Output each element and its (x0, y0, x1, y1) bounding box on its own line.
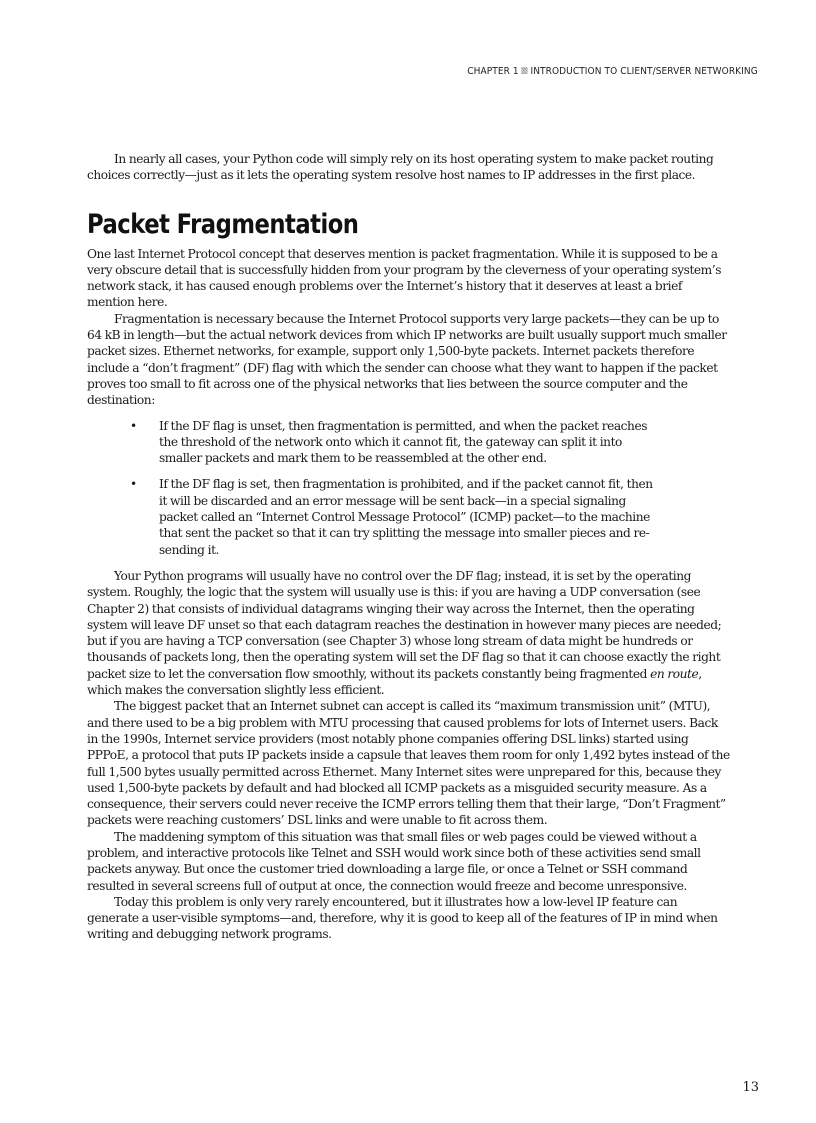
page-body (87, 151, 730, 943)
paragraph: One last Internet Protocol concept that deserves mention is packet fragmentation. While it is supposed to be a very obscure detail that is successfully hidden from your program by the cleverness of your operating system’s network stack, it has caused enough problems over the Internet’s history that it deserves at least a brief mention here. (87, 246, 722, 310)
chapter-title: INTRODUCTION TO CLIENT/SERVER NETWORKING (530, 66, 758, 77)
paragraph (87, 568, 730, 698)
list-item-text: If the DF flag is unset, then fragmentation is permitted, and when the packet reaches the threshold of the network onto which it cannot fit, the gateway can split it into smaller packets and mark them to be reassembled at the other end. (159, 418, 648, 466)
list-item-text: If the DF flag is set, then fragmentation is prohibited, and if the packet cannot fit, then it will be discarded and an error message will be sent back—in a special signaling packet called an “Internet Control Message Protocol” (ICMP) packet—to the machine that sent the packet so that it can try splitting the message into smaller pieces and re-sending it. (159, 477, 653, 557)
intro-paragraph: In nearly all cases, your Python code will simply rely on its host operating system to make packet routing choices correctly—just as it lets the operating system resolve host names to IP addresses in the first place. (87, 152, 714, 183)
list-item (87, 418, 659, 467)
paragraph: The maddening symptom of this situation was that small files or web pages could be viewed without a problem, and interactive protocols like Telnet and SSH would work since both of these activities send small packets anyway. But once the customer tried downloading a large file, or once a Telnet or SSH command resulted in several screens full of output at once, the connection would freeze and become unresponsive. (87, 829, 701, 893)
paragraph-text: Your Python programs will usually have no control over the DF flag; instead, it is set by the operating system. Roughly, the logic that the system will usually use is this: if you are having a UDP conversation (see Chapter 2) that consists of individual datagrams winging their way across the Internet, then the operating system will leave DF unset so that each datagram reaches the destination in however many pieces are needed; but if you are having a TCP conversation (see Chapter 3) whose long stream of data might be hundreds or thousands of packets long, then the operating system will set the DF flag so that it can choose exactly the right packet size to let the conversation flow smoothly, without its packets constantly being fragmented (87, 568, 722, 681)
paragraph: The biggest packet that an Internet subnet can accept is called its “maximum transmission unit” (MTU), and there used to be a big problem with MTU processing that caused problems for lots of Internet users. Back in the 1990s, Internet service providers (most notably phone companies offering DSL links) started using PPPoE, a protocol that puts IP packets inside a capsule that leaves them room for only 1,492 bytes instead of the full 1,500 bytes usually permitted across Ethernet. Many Internet sites were unprepared for this, because they used 1,500-byte packets by default and had blocked all ICMP packets as a misguided security measure. As a consequence, their servers could never receive the ICMP errors telling them that their large, “Don’t Fragment” packets were reaching customers’ DSL links and were unable to fit across them. (87, 699, 730, 828)
bullet-icon: • (130, 477, 137, 492)
bullet-list (87, 418, 730, 558)
emphasis-text: en route (650, 666, 699, 681)
running-head (467, 66, 758, 77)
bullet-icon: • (130, 418, 137, 433)
page-number: 13 (742, 1080, 759, 1095)
paragraph: Fragmentation is necessary because the Internet Protocol supports very large packets—they can be up to 64 kB in length—but the actual network devices from which IP networks are built usually support much smaller packet sizes. Ethernet networks, for example, support only 1,500-byte packets. Internet packets therefore include a “don’t fragment” (DF) flag with which the sender can choose what they want to happen if the packet proves too small to fit across one of the physical networks that lies between the source computer and the destination: (87, 311, 727, 408)
paragraph: Today this problem is only very rarely encountered, but it illustrates how a low-level IP feature can generate a user-visible symptoms—and, therefore, why it is good to keep all of the features of IP in mind when writing and debugging network programs. (87, 894, 718, 942)
chapter-label: CHAPTER 1 (467, 66, 519, 77)
separator-icon (522, 67, 528, 74)
paragraph-text: , which makes the conversation slightly less efficient. (87, 666, 702, 698)
section-heading: Packet Fragmentation (87, 208, 359, 240)
list-item (87, 476, 659, 557)
